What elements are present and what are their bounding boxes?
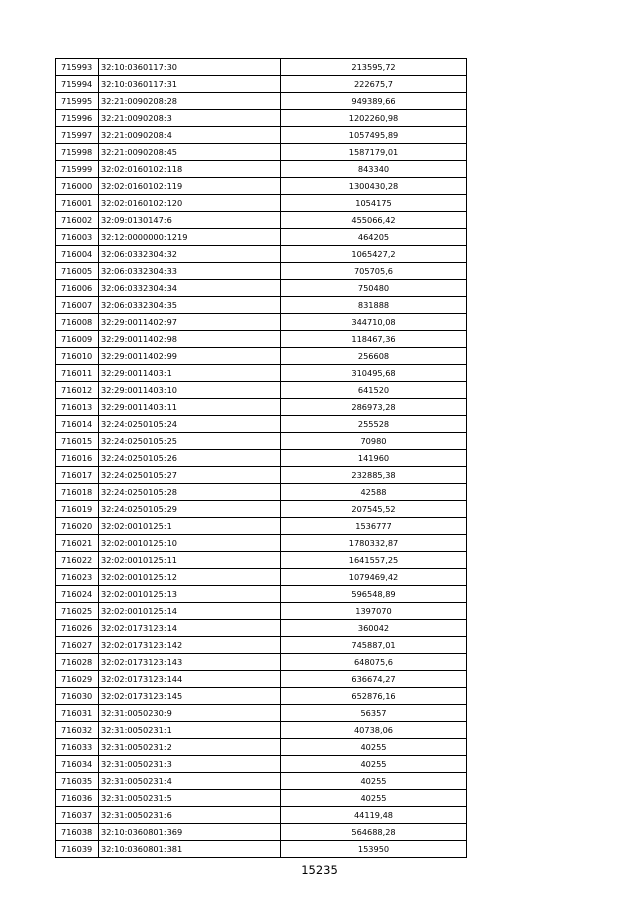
cadastral-value-cell: 831888	[281, 297, 467, 314]
cadastral-number-cell: 32:12:0000000:1219	[99, 229, 281, 246]
cadastral-value-cell: 652876,16	[281, 688, 467, 705]
cadastral-value-cell: 310495,68	[281, 365, 467, 382]
cadastral-value-cell: 455066,42	[281, 212, 467, 229]
row-id-cell: 716006	[56, 280, 99, 297]
table-row	[56, 586, 467, 603]
table-row	[56, 654, 467, 671]
cadastral-number-cell: 32:31:0050231:6	[99, 807, 281, 824]
table-row	[56, 450, 467, 467]
row-id-cell: 716018	[56, 484, 99, 501]
table-row	[56, 773, 467, 790]
cadastral-number-cell: 32:02:0010125:12	[99, 569, 281, 586]
cadastral-number-cell: 32:24:0250105:28	[99, 484, 281, 501]
cadastral-value-cell: 286973,28	[281, 399, 467, 416]
row-id-cell: 716024	[56, 586, 99, 603]
row-id-cell: 716033	[56, 739, 99, 756]
table-row	[56, 535, 467, 552]
table-row	[56, 552, 467, 569]
cadastral-number-cell: 32:29:0011402:99	[99, 348, 281, 365]
row-id-cell: 716002	[56, 212, 99, 229]
row-id-cell: 716014	[56, 416, 99, 433]
cadastral-number-cell: 32:10:0360117:30	[99, 59, 281, 76]
cadastral-value-table	[55, 58, 467, 858]
table-row	[56, 161, 467, 178]
cadastral-number-cell: 32:24:0250105:25	[99, 433, 281, 450]
cadastral-value-cell: 40255	[281, 790, 467, 807]
cadastral-value-cell: 40738,06	[281, 722, 467, 739]
row-id-cell: 716007	[56, 297, 99, 314]
row-id-cell: 716003	[56, 229, 99, 246]
table-row	[56, 790, 467, 807]
cadastral-number-cell: 32:02:0010125:11	[99, 552, 281, 569]
cadastral-number-cell: 32:24:0250105:26	[99, 450, 281, 467]
table-row	[56, 314, 467, 331]
cadastral-number-cell: 32:31:0050231:3	[99, 756, 281, 773]
row-id-cell: 716000	[56, 178, 99, 195]
table-row	[56, 518, 467, 535]
row-id-cell: 716039	[56, 841, 99, 858]
table-row	[56, 144, 467, 161]
cadastral-value-cell: 1065427,2	[281, 246, 467, 263]
cadastral-value-cell: 207545,52	[281, 501, 467, 518]
cadastral-value-cell: 1057495,89	[281, 127, 467, 144]
row-id-cell: 716032	[56, 722, 99, 739]
row-id-cell: 716027	[56, 637, 99, 654]
cadastral-number-cell: 32:29:0011403:10	[99, 382, 281, 399]
row-id-cell: 716025	[56, 603, 99, 620]
cadastral-value-cell: 1054175	[281, 195, 467, 212]
cadastral-value-cell: 1397070	[281, 603, 467, 620]
row-id-cell: 715994	[56, 76, 99, 93]
cadastral-number-cell: 32:24:0250105:24	[99, 416, 281, 433]
row-id-cell: 715999	[56, 161, 99, 178]
row-id-cell: 716005	[56, 263, 99, 280]
cadastral-number-cell: 32:06:0332304:33	[99, 263, 281, 280]
cadastral-value-cell: 1641557,25	[281, 552, 467, 569]
table-row	[56, 229, 467, 246]
cadastral-value-cell: 222675,7	[281, 76, 467, 93]
table-row	[56, 178, 467, 195]
cadastral-value-cell: 56357	[281, 705, 467, 722]
cadastral-value-cell: 255528	[281, 416, 467, 433]
table-row	[56, 76, 467, 93]
cadastral-number-cell: 32:31:0050231:2	[99, 739, 281, 756]
table-row	[56, 688, 467, 705]
cadastral-value-cell: 360042	[281, 620, 467, 637]
cadastral-value-cell: 42588	[281, 484, 467, 501]
row-id-cell: 716022	[56, 552, 99, 569]
row-id-cell: 715993	[56, 59, 99, 76]
row-id-cell: 716011	[56, 365, 99, 382]
cadastral-value-cell: 596548,89	[281, 586, 467, 603]
cadastral-number-cell: 32:02:0010125:10	[99, 535, 281, 552]
row-id-cell: 715996	[56, 110, 99, 127]
cadastral-number-cell: 32:10:0360117:31	[99, 76, 281, 93]
cadastral-number-cell: 32:10:0360801:381	[99, 841, 281, 858]
table-row	[56, 620, 467, 637]
cadastral-value-cell: 843340	[281, 161, 467, 178]
cadastral-number-cell: 32:02:0173123:143	[99, 654, 281, 671]
table-body	[56, 59, 467, 858]
table-row	[56, 569, 467, 586]
row-id-cell: 716020	[56, 518, 99, 535]
row-id-cell: 716026	[56, 620, 99, 637]
row-id-cell: 716035	[56, 773, 99, 790]
row-id-cell: 716028	[56, 654, 99, 671]
table-row	[56, 348, 467, 365]
cadastral-number-cell: 32:02:0160102:119	[99, 178, 281, 195]
row-id-cell: 716038	[56, 824, 99, 841]
cadastral-number-cell: 32:02:0010125:13	[99, 586, 281, 603]
table-row	[56, 399, 467, 416]
cadastral-number-cell: 32:24:0250105:29	[99, 501, 281, 518]
cadastral-value-cell: 232885,38	[281, 467, 467, 484]
row-id-cell: 716021	[56, 535, 99, 552]
cadastral-value-cell: 705705,6	[281, 263, 467, 280]
cadastral-number-cell: 32:21:0090208:28	[99, 93, 281, 110]
row-id-cell: 716010	[56, 348, 99, 365]
row-id-cell: 716013	[56, 399, 99, 416]
cadastral-value-cell: 1536777	[281, 518, 467, 535]
cadastral-number-cell: 32:31:0050231:1	[99, 722, 281, 739]
row-id-cell: 715998	[56, 144, 99, 161]
table-row	[56, 756, 467, 773]
page-number: 15235	[301, 863, 338, 877]
cadastral-value-cell: 344710,08	[281, 314, 467, 331]
cadastral-number-cell: 32:02:0173123:144	[99, 671, 281, 688]
table-row	[56, 671, 467, 688]
row-id-cell: 716012	[56, 382, 99, 399]
cadastral-number-cell: 32:21:0090208:3	[99, 110, 281, 127]
table-row	[56, 263, 467, 280]
cadastral-value-cell: 1780332,87	[281, 535, 467, 552]
cadastral-number-cell: 32:02:0160102:118	[99, 161, 281, 178]
cadastral-number-cell: 32:02:0010125:14	[99, 603, 281, 620]
cadastral-value-cell: 256608	[281, 348, 467, 365]
cadastral-value-cell: 40255	[281, 756, 467, 773]
row-id-cell: 716030	[56, 688, 99, 705]
row-id-cell: 716037	[56, 807, 99, 824]
cadastral-number-cell: 32:10:0360801:369	[99, 824, 281, 841]
table-row	[56, 297, 467, 314]
table-row	[56, 484, 467, 501]
cadastral-value-cell: 44119,48	[281, 807, 467, 824]
table-row	[56, 603, 467, 620]
cadastral-value-cell: 118467,36	[281, 331, 467, 348]
cadastral-value-cell: 1587179,01	[281, 144, 467, 161]
table-row	[56, 637, 467, 654]
cadastral-number-cell: 32:06:0332304:32	[99, 246, 281, 263]
cadastral-number-cell: 32:31:0050231:4	[99, 773, 281, 790]
table-row	[56, 195, 467, 212]
cadastral-number-cell: 32:06:0332304:35	[99, 297, 281, 314]
cadastral-number-cell: 32:29:0011403:1	[99, 365, 281, 382]
cadastral-number-cell: 32:21:0090208:4	[99, 127, 281, 144]
cadastral-value-cell: 745887,01	[281, 637, 467, 654]
cadastral-number-cell: 32:09:0130147:6	[99, 212, 281, 229]
cadastral-value-cell: 40255	[281, 739, 467, 756]
table-row	[56, 280, 467, 297]
cadastral-value-cell: 153950	[281, 841, 467, 858]
cadastral-number-cell: 32:29:0011402:98	[99, 331, 281, 348]
cadastral-number-cell: 32:02:0173123:145	[99, 688, 281, 705]
table-row	[56, 416, 467, 433]
cadastral-number-cell: 32:06:0332304:34	[99, 280, 281, 297]
cadastral-number-cell: 32:29:0011402:97	[99, 314, 281, 331]
cadastral-number-cell: 32:31:0050230:9	[99, 705, 281, 722]
table-row	[56, 705, 467, 722]
row-id-cell: 716001	[56, 195, 99, 212]
table-row	[56, 824, 467, 841]
row-id-cell: 716017	[56, 467, 99, 484]
table-row	[56, 722, 467, 739]
table-row	[56, 93, 467, 110]
table-row	[56, 365, 467, 382]
cadastral-value-cell: 949389,66	[281, 93, 467, 110]
cadastral-number-cell: 32:02:0010125:1	[99, 518, 281, 535]
table-row	[56, 59, 467, 76]
row-id-cell: 716031	[56, 705, 99, 722]
row-id-cell: 716009	[56, 331, 99, 348]
cadastral-value-cell: 641520	[281, 382, 467, 399]
row-id-cell: 716016	[56, 450, 99, 467]
table-row	[56, 127, 467, 144]
table-row	[56, 110, 467, 127]
row-id-cell: 716008	[56, 314, 99, 331]
cadastral-number-cell: 32:02:0173123:142	[99, 637, 281, 654]
table-row	[56, 739, 467, 756]
cadastral-value-cell: 213595,72	[281, 59, 467, 76]
table-row	[56, 467, 467, 484]
row-id-cell: 716023	[56, 569, 99, 586]
cadastral-value-cell: 564688,28	[281, 824, 467, 841]
row-id-cell: 716036	[56, 790, 99, 807]
cadastral-value-cell: 141960	[281, 450, 467, 467]
cadastral-number-cell: 32:29:0011403:11	[99, 399, 281, 416]
cadastral-value-cell: 636674,27	[281, 671, 467, 688]
table-row	[56, 433, 467, 450]
cadastral-value-cell: 70980	[281, 433, 467, 450]
cadastral-value-cell: 750480	[281, 280, 467, 297]
table-row	[56, 501, 467, 518]
cadastral-value-cell: 648075,6	[281, 654, 467, 671]
row-id-cell: 715995	[56, 93, 99, 110]
cadastral-value-cell: 1202260,98	[281, 110, 467, 127]
row-id-cell: 716019	[56, 501, 99, 518]
table-row	[56, 382, 467, 399]
cadastral-value-cell: 464205	[281, 229, 467, 246]
cadastral-value-cell: 1300430,28	[281, 178, 467, 195]
cadastral-number-cell: 32:02:0160102:120	[99, 195, 281, 212]
table-row	[56, 807, 467, 824]
row-id-cell: 716034	[56, 756, 99, 773]
cadastral-number-cell: 32:31:0050231:5	[99, 790, 281, 807]
row-id-cell: 716004	[56, 246, 99, 263]
cadastral-number-cell: 32:24:0250105:27	[99, 467, 281, 484]
row-id-cell: 716029	[56, 671, 99, 688]
table-row	[56, 212, 467, 229]
table-row	[56, 841, 467, 858]
cadastral-number-cell: 32:21:0090208:45	[99, 144, 281, 161]
row-id-cell: 715997	[56, 127, 99, 144]
table-row	[56, 246, 467, 263]
table-row	[56, 331, 467, 348]
row-id-cell: 716015	[56, 433, 99, 450]
cadastral-value-cell: 40255	[281, 773, 467, 790]
cadastral-number-cell: 32:02:0173123:14	[99, 620, 281, 637]
cadastral-value-cell: 1079469,42	[281, 569, 467, 586]
